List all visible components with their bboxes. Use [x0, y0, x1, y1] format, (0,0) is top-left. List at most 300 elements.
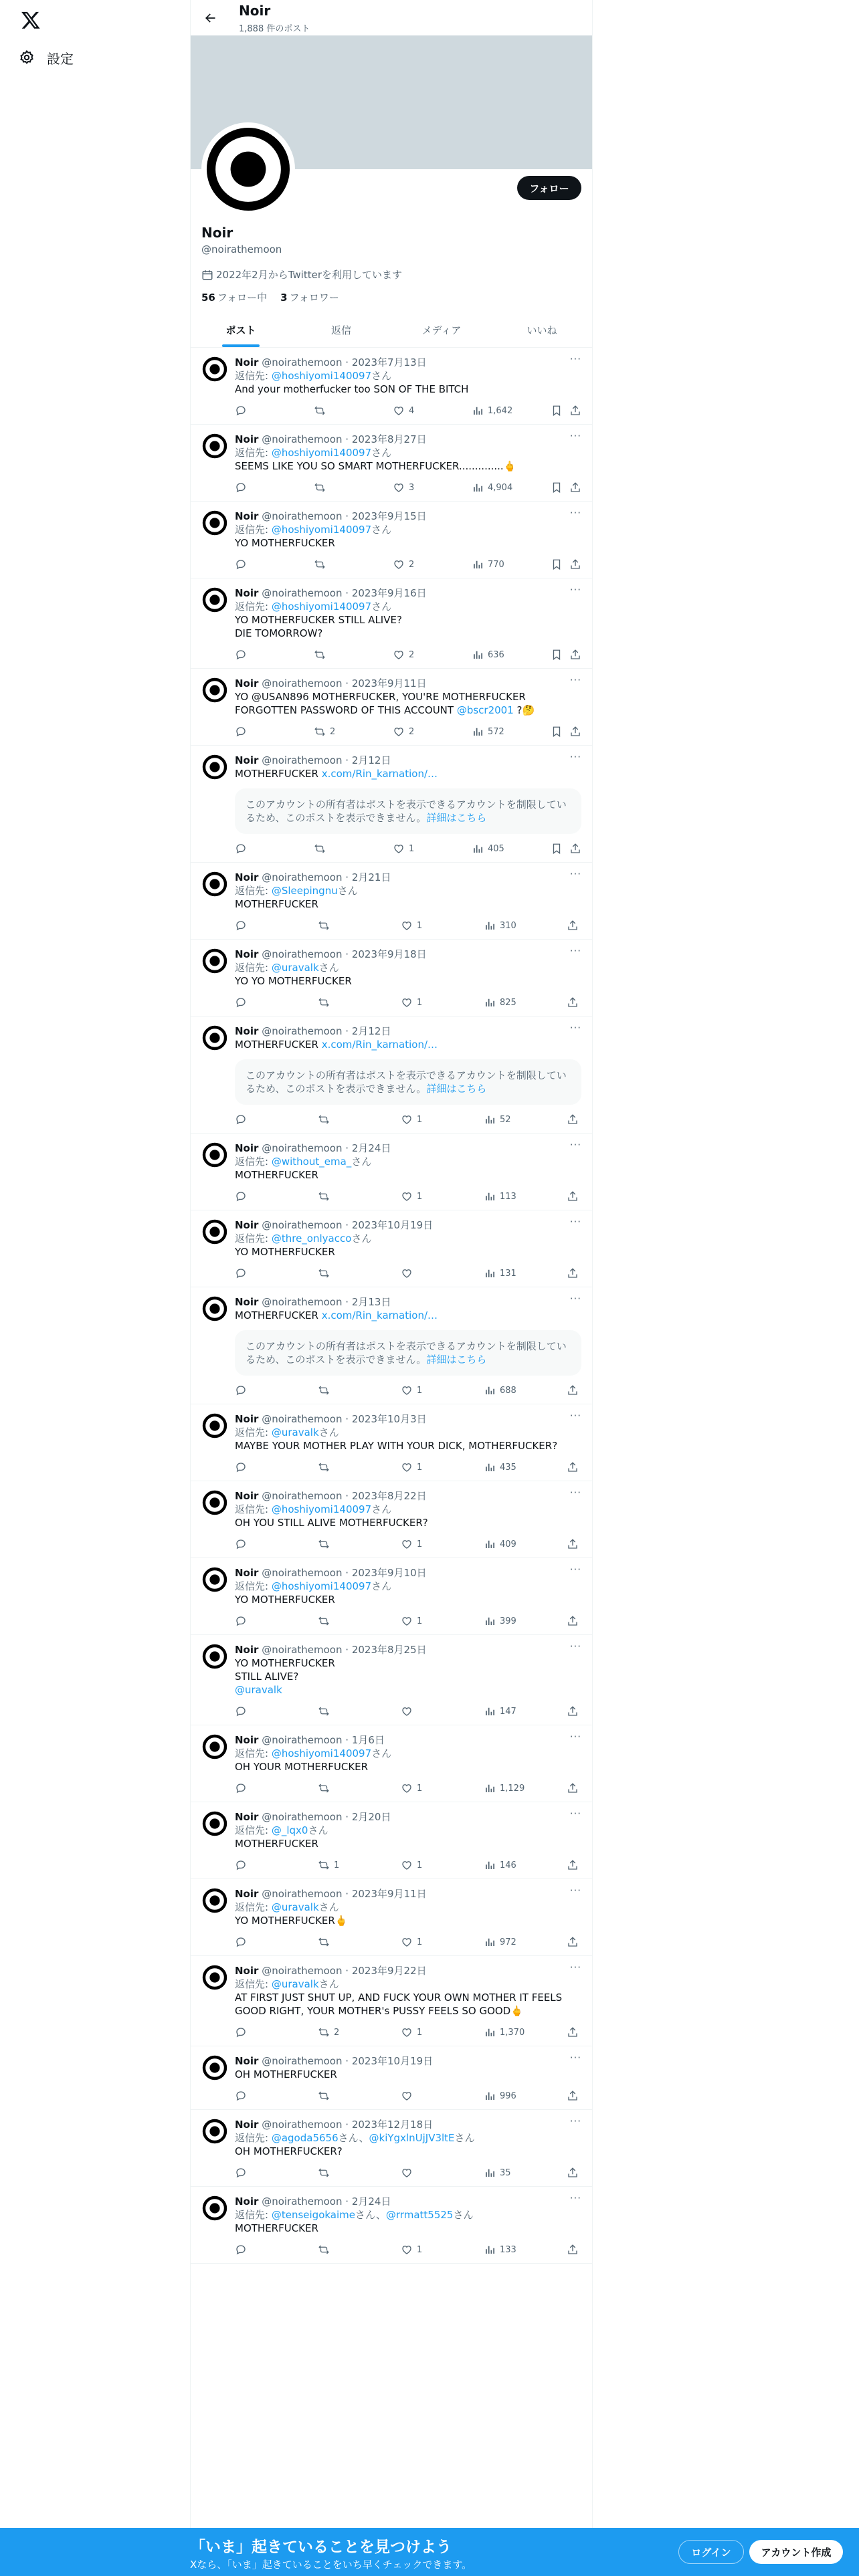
follow-button[interactable]: フォロー [517, 176, 581, 200]
more-options-icon[interactable]: ··· [569, 1961, 581, 1973]
tweet[interactable] [191, 2046, 592, 2110]
tweet-date[interactable]: 2023年9月11日 [351, 677, 427, 689]
tweet-author-handle[interactable]: @noirathemoon [262, 1644, 343, 1656]
reply-button[interactable] [235, 1384, 318, 1396]
tweet-author-name[interactable]: Noir [235, 754, 259, 766]
tweet-author-name[interactable]: Noir [235, 1965, 259, 1977]
like-button[interactable] [393, 649, 472, 661]
learn-more-link[interactable]: 詳細はこちら [426, 812, 487, 824]
reply-button[interactable] [235, 726, 314, 738]
share-button[interactable] [567, 1705, 579, 1717]
like-button[interactable] [401, 920, 484, 932]
retweet-button[interactable] [318, 920, 401, 932]
share-button[interactable] [567, 1384, 579, 1396]
tweet-avatar[interactable] [201, 677, 228, 704]
like-button[interactable] [401, 1190, 484, 1202]
retweet-button[interactable] [318, 1615, 401, 1627]
x-logo-icon[interactable] [16, 5, 45, 35]
tweet-author-name[interactable]: Noir [235, 2119, 259, 2131]
tweet[interactable] [191, 1558, 592, 1635]
tweet-author-handle[interactable]: @noirathemoon [262, 1811, 343, 1823]
tweet-avatar[interactable] [201, 1489, 228, 1516]
tweet-date[interactable]: 2023年8月27日 [351, 433, 427, 445]
reply-mention-link[interactable]: @thre_onlyacco [271, 1232, 352, 1245]
reply-button[interactable] [235, 920, 318, 932]
like-button[interactable] [393, 558, 472, 570]
tweet-author-handle[interactable]: @noirathemoon [262, 1734, 343, 1746]
like-button[interactable] [401, 996, 484, 1008]
tweet-author-name[interactable]: Noir [235, 871, 259, 883]
tweet-date[interactable]: 2023年7月13日 [351, 356, 427, 368]
tweet-avatar[interactable] [201, 1142, 228, 1168]
tweet[interactable] [191, 940, 592, 1016]
tweet-date[interactable]: 2023年8月25日 [351, 1644, 427, 1656]
tweet[interactable] [191, 1635, 592, 1725]
more-options-icon[interactable]: ··· [569, 674, 581, 686]
tweet-inline-link[interactable]: x.com/Rin_karnation/… [321, 768, 438, 780]
retweet-button[interactable] [314, 843, 393, 855]
tweet-inline-link[interactable]: @bscr2001 [456, 704, 514, 716]
tweet-author-handle[interactable]: @noirathemoon [262, 433, 343, 445]
tab-replies[interactable]: 返信 [330, 324, 351, 336]
tweet-date[interactable]: 2月20日 [351, 1811, 391, 1823]
tweet[interactable] [191, 1016, 592, 1134]
tweet-author-name[interactable]: Noir [235, 1025, 259, 1037]
tweet-author-name[interactable]: Noir [235, 356, 259, 368]
tweet-date[interactable]: 2023年9月22日 [351, 1965, 427, 1977]
tweet-mention-link[interactable]: @uravalk [235, 1684, 282, 1696]
tweet-avatar[interactable] [201, 2195, 228, 2222]
reply-button[interactable] [235, 996, 318, 1008]
retweet-button[interactable] [314, 558, 393, 570]
more-options-icon[interactable]: ··· [569, 945, 581, 957]
more-options-icon[interactable]: ··· [569, 430, 581, 442]
reply-mention-link[interactable]: @without_ema_ [271, 1156, 352, 1168]
more-options-icon[interactable]: ··· [569, 353, 581, 365]
reply-button[interactable] [235, 1936, 318, 1948]
more-options-icon[interactable]: ··· [569, 1216, 581, 1228]
reply-button[interactable] [235, 2167, 318, 2179]
tweet-date[interactable]: 2月24日 [351, 2195, 391, 2208]
tweet-date[interactable]: 2023年9月18日 [351, 948, 427, 960]
tweet-date[interactable]: 2023年10月3日 [351, 1413, 427, 1425]
reply-button[interactable] [235, 1859, 318, 1871]
bookmark-button[interactable] [551, 558, 569, 570]
reply-button[interactable] [235, 405, 314, 417]
views-button[interactable] [484, 1705, 567, 1717]
back-button[interactable] [199, 7, 221, 29]
reply-mention-link[interactable]: @uravalk [271, 1978, 319, 1990]
tweet-avatar[interactable] [201, 356, 228, 383]
retweet-button[interactable] [318, 2244, 401, 2256]
views-button[interactable] [472, 843, 551, 855]
like-button[interactable] [401, 1936, 484, 1948]
reply-mention-link[interactable]: @uravalk [271, 1426, 319, 1438]
tweet-date[interactable]: 1月6日 [351, 1734, 385, 1746]
views-button[interactable] [484, 1384, 567, 1396]
retweet-button[interactable] [314, 726, 393, 738]
like-button[interactable] [393, 843, 472, 855]
tweet-author-name[interactable]: Noir [235, 587, 259, 599]
tweet[interactable] [191, 863, 592, 940]
more-options-icon[interactable]: ··· [569, 1139, 581, 1151]
tweet-date[interactable]: 2023年9月11日 [351, 1888, 427, 1900]
following-link[interactable] [201, 290, 267, 304]
tweet-author-name[interactable]: Noir [235, 2195, 259, 2208]
tweet-author-handle[interactable]: @noirathemoon [262, 2119, 343, 2131]
like-button[interactable] [393, 405, 472, 417]
tweet-author-handle[interactable]: @noirathemoon [262, 1219, 343, 1231]
retweet-button[interactable] [318, 1859, 401, 1871]
tab-posts[interactable]: ポスト [191, 312, 291, 347]
reply-button[interactable] [235, 2026, 318, 2038]
more-options-icon[interactable]: ··· [569, 868, 581, 880]
tweet-author-handle[interactable]: @noirathemoon [262, 1413, 343, 1425]
tweet-author-handle[interactable]: @noirathemoon [262, 871, 343, 883]
share-button[interactable] [567, 2167, 579, 2179]
tweet-author-handle[interactable]: @noirathemoon [262, 587, 343, 599]
tweet-avatar[interactable] [201, 871, 228, 897]
tweet-author-name[interactable]: Noir [235, 1644, 259, 1656]
more-options-icon[interactable]: ··· [569, 1022, 581, 1034]
reply-button[interactable] [235, 1615, 318, 1627]
tweet-author-name[interactable]: Noir [235, 1888, 259, 1900]
reply-mention-link[interactable]: @hoshiyomi140097 [271, 524, 372, 536]
reply-mention-link[interactable]: @uravalk [271, 1901, 319, 1913]
like-button[interactable] [401, 2167, 484, 2179]
views-button[interactable] [484, 920, 567, 932]
views-button[interactable] [484, 1615, 567, 1627]
retweet-button[interactable] [318, 1113, 401, 1125]
reply-button[interactable] [235, 649, 314, 661]
views-button[interactable] [484, 996, 567, 1008]
tweet-author-handle[interactable]: @noirathemoon [262, 1025, 343, 1037]
reply-button[interactable] [235, 481, 314, 494]
retweet-button[interactable] [318, 996, 401, 1008]
views-button[interactable] [484, 2026, 567, 2038]
tweet-date[interactable]: 2023年12月18日 [351, 2119, 434, 2131]
tweet-avatar[interactable] [201, 1964, 228, 1991]
retweet-button[interactable] [318, 1782, 401, 1794]
more-options-icon[interactable]: ··· [569, 1885, 581, 1897]
more-options-icon[interactable]: ··· [569, 1487, 581, 1499]
like-button[interactable] [401, 2244, 484, 2256]
views-button[interactable] [472, 558, 551, 570]
like-button[interactable] [401, 2090, 484, 2102]
tweet-author-name[interactable]: Noir [235, 1219, 259, 1231]
reply-mention-link[interactable]: @hoshiyomi140097 [271, 370, 372, 382]
tweet-date[interactable]: 2023年10月19日 [351, 2055, 434, 2067]
tweet-avatar[interactable] [201, 2054, 228, 2081]
retweet-button[interactable] [318, 1267, 401, 1279]
share-button[interactable] [567, 2244, 579, 2256]
tweet-author-name[interactable]: Noir [235, 1734, 259, 1746]
tweet-avatar[interactable] [201, 510, 228, 536]
tweet[interactable] [191, 425, 592, 502]
tweet-author-handle[interactable]: @noirathemoon [262, 1888, 343, 1900]
tweet-avatar[interactable] [201, 1025, 228, 1051]
tweet-author-name[interactable]: Noir [235, 1142, 259, 1154]
share-button[interactable] [567, 920, 579, 932]
tweet-author-name[interactable]: Noir [235, 1811, 259, 1823]
tweet-author-handle[interactable]: @noirathemoon [262, 510, 343, 522]
tweet-avatar[interactable] [201, 1218, 228, 1245]
tweet-date[interactable]: 2023年9月10日 [351, 1567, 427, 1579]
bookmark-button[interactable] [551, 481, 569, 494]
tweet-author-name[interactable]: Noir [235, 1296, 259, 1308]
reply-button[interactable] [235, 558, 314, 570]
like-button[interactable] [393, 726, 472, 738]
reply-button[interactable] [235, 1113, 318, 1125]
tweet[interactable] [191, 1210, 592, 1287]
reply-mention-link[interactable]: @rrmatt5525 [385, 2209, 454, 2221]
reply-mention-link[interactable]: @hoshiyomi140097 [271, 1747, 372, 1759]
views-button[interactable] [484, 1538, 567, 1550]
tweet-avatar[interactable] [201, 1643, 228, 1670]
tweet[interactable] [191, 348, 592, 425]
reply-mention-link[interactable]: @kiYgxlnUjJV3ltE [369, 2132, 455, 2144]
tweet-author-handle[interactable]: @noirathemoon [262, 2055, 343, 2067]
reply-button[interactable] [235, 1538, 318, 1550]
tweet-avatar[interactable] [201, 1733, 228, 1760]
share-button[interactable] [569, 843, 581, 855]
retweet-button[interactable] [318, 1384, 401, 1396]
tweet-author-handle[interactable]: @noirathemoon [262, 754, 343, 766]
tweet[interactable] [191, 1481, 592, 1558]
tweet[interactable] [191, 502, 592, 578]
tweet[interactable] [191, 578, 592, 669]
like-button[interactable] [401, 1113, 484, 1125]
tab-likes[interactable]: いいね [527, 324, 557, 336]
tweet[interactable] [191, 1725, 592, 1802]
tweet-author-name[interactable]: Noir [235, 677, 259, 689]
share-button[interactable] [567, 1782, 579, 1794]
share-button[interactable] [569, 649, 581, 661]
views-button[interactable] [484, 1190, 567, 1202]
learn-more-link[interactable]: 詳細はこちら [426, 1354, 487, 1366]
share-button[interactable] [567, 1267, 579, 1279]
tweet-author-name[interactable]: Noir [235, 1490, 259, 1502]
settings-nav-item[interactable] [11, 40, 82, 75]
tweet-inline-link[interactable]: x.com/Rin_karnation/… [321, 1039, 438, 1051]
views-button[interactable] [484, 1113, 567, 1125]
reply-button[interactable] [235, 1190, 318, 1202]
tweet-date[interactable]: 2月12日 [351, 754, 391, 766]
retweet-button[interactable] [318, 1461, 401, 1473]
tweet-date[interactable]: 2月24日 [351, 1142, 391, 1154]
reply-mention-link[interactable]: @Sleepingnu [271, 885, 338, 897]
tweet-date[interactable]: 2023年8月22日 [351, 1490, 427, 1502]
share-button[interactable] [567, 1190, 579, 1202]
profile-avatar[interactable] [201, 122, 295, 216]
tweet-inline-link[interactable]: x.com/Rin_karnation/… [321, 1309, 438, 1321]
share-button[interactable] [567, 1936, 579, 1948]
share-button[interactable] [569, 726, 581, 738]
share-button[interactable] [569, 405, 581, 417]
more-options-icon[interactable]: ··· [569, 1731, 581, 1743]
more-options-icon[interactable]: ··· [569, 507, 581, 519]
reply-button[interactable] [235, 1461, 318, 1473]
like-button[interactable] [393, 481, 472, 494]
tweet[interactable] [191, 1802, 592, 1879]
followers-link[interactable] [280, 290, 339, 304]
views-button-count: 131 [500, 1268, 516, 1279]
share-button[interactable] [567, 1615, 579, 1627]
reply-button[interactable] [235, 843, 314, 855]
like-button[interactable] [401, 1859, 484, 1871]
reply-button[interactable] [235, 1267, 318, 1279]
more-options-icon[interactable]: ··· [569, 2192, 581, 2204]
tweet-avatar[interactable] [201, 1412, 228, 1439]
views-button[interactable] [484, 2090, 567, 2102]
tweet-author-handle[interactable]: @noirathemoon [262, 1296, 343, 1308]
like-button[interactable] [401, 1384, 484, 1396]
views-button[interactable] [472, 649, 551, 661]
like-button[interactable] [401, 1267, 484, 1279]
reply-mention-link[interactable]: @hoshiyomi140097 [271, 1580, 372, 1592]
reply-mention-link[interactable]: @hoshiyomi140097 [271, 447, 372, 459]
like-button[interactable] [401, 1461, 484, 1473]
reply-button[interactable] [235, 1782, 318, 1794]
reply-button[interactable] [235, 2244, 318, 2256]
tweet-avatar[interactable] [201, 2118, 228, 2145]
tweet[interactable] [191, 1956, 592, 2046]
tweet-author-handle[interactable]: @noirathemoon [262, 1965, 343, 1977]
views-button[interactable] [484, 1859, 567, 1871]
views-button[interactable] [472, 481, 551, 494]
signup-button[interactable]: アカウント作成 [749, 2540, 843, 2564]
reply-mention-link[interactable]: @uravalk [271, 962, 319, 974]
tweet-author-handle[interactable]: @noirathemoon [262, 1490, 343, 1502]
tweet-author-name[interactable]: Noir [235, 1567, 259, 1579]
tweet-avatar[interactable] [201, 1887, 228, 1914]
retweet-button[interactable] [318, 2090, 401, 2102]
retweet-button[interactable] [318, 2026, 401, 2038]
tweet-author-name[interactable]: Noir [235, 510, 259, 522]
reply-button[interactable] [235, 1705, 318, 1717]
tweet-author-name[interactable]: Noir [235, 1413, 259, 1425]
share-button[interactable] [569, 481, 581, 494]
more-options-icon[interactable]: ··· [569, 1564, 581, 1576]
tweet-avatar[interactable] [201, 754, 228, 780]
like-button[interactable] [401, 1705, 484, 1717]
share-button[interactable] [567, 1859, 579, 1871]
views-button[interactable] [472, 405, 551, 417]
more-options-icon[interactable]: ··· [569, 584, 581, 596]
tweet-date[interactable]: 2月12日 [351, 1025, 391, 1037]
views-button[interactable] [484, 2244, 567, 2256]
reply-mention-link[interactable]: @agoda5656 [271, 2132, 339, 2144]
tweet-author-handle[interactable]: @noirathemoon [262, 948, 343, 960]
tweet[interactable] [191, 1134, 592, 1210]
views-button[interactable] [484, 1461, 567, 1473]
retweet-button[interactable] [318, 2167, 401, 2179]
more-options-icon[interactable]: ··· [569, 2052, 581, 2064]
more-options-icon[interactable]: ··· [569, 1640, 581, 1652]
like-button[interactable] [401, 1615, 484, 1627]
tweet-author-name[interactable]: Noir [235, 948, 259, 960]
share-button[interactable] [567, 996, 579, 1008]
bookmark-button[interactable] [551, 843, 569, 855]
retweet-button[interactable] [318, 1538, 401, 1550]
tweet[interactable] [191, 1404, 592, 1481]
reply-mention-link[interactable]: @tenseigokaime [271, 2209, 355, 2221]
tweet-avatar[interactable] [201, 1566, 228, 1593]
more-options-icon[interactable]: ··· [569, 1808, 581, 1820]
like-button[interactable] [401, 1782, 484, 1794]
tweet-avatar[interactable] [201, 948, 228, 974]
learn-more-link[interactable]: 詳細はこちら [426, 1083, 487, 1095]
tweet-date[interactable]: 2月13日 [351, 1296, 391, 1308]
tweet-avatar[interactable] [201, 433, 228, 459]
retweet-button[interactable] [318, 1705, 401, 1717]
views-button[interactable] [472, 726, 551, 738]
share-button[interactable] [567, 1113, 579, 1125]
tweet-avatar[interactable] [201, 1810, 228, 1837]
share-button[interactable] [567, 2026, 579, 2038]
tweet-author-handle[interactable]: @noirathemoon [262, 2195, 343, 2208]
retweet-button[interactable] [314, 481, 393, 494]
share-button[interactable] [569, 558, 581, 570]
retweet-button[interactable] [314, 405, 393, 417]
tweet-date[interactable]: 2月21日 [351, 871, 391, 883]
tweet[interactable] [191, 2187, 592, 2264]
views-button[interactable] [484, 1782, 567, 1794]
share-button[interactable] [567, 2090, 579, 2102]
tweet-date[interactable]: 2023年10月19日 [351, 1219, 434, 1231]
bookmark-button[interactable] [551, 649, 569, 661]
tab-media[interactable]: メディア [421, 324, 462, 336]
retweet-button[interactable] [318, 1190, 401, 1202]
share-button[interactable] [567, 1538, 579, 1550]
tweet-author-handle[interactable]: @noirathemoon [262, 356, 343, 368]
reply-button[interactable] [235, 2090, 318, 2102]
tweet-author-handle[interactable]: @noirathemoon [262, 1142, 343, 1154]
more-options-icon[interactable]: ··· [569, 1293, 581, 1305]
retweet-button[interactable] [318, 1936, 401, 1948]
more-options-icon[interactable]: ··· [569, 751, 581, 763]
views-button[interactable] [484, 1267, 567, 1279]
more-options-icon[interactable]: ··· [569, 2115, 581, 2127]
tweet[interactable] [191, 2110, 592, 2187]
tweet-avatar[interactable] [201, 586, 228, 613]
like-button[interactable] [401, 1538, 484, 1550]
reply-mention-link[interactable]: @hoshiyomi140097 [271, 601, 372, 613]
reply-mention-link[interactable]: @_lqx0 [271, 1824, 308, 1836]
like-button[interactable] [401, 2026, 484, 2038]
tweet-author-name[interactable]: Noir [235, 2055, 259, 2067]
login-button[interactable]: ログイン [678, 2540, 744, 2564]
tweet[interactable] [191, 746, 592, 863]
share-button[interactable] [567, 1461, 579, 1473]
bookmark-button[interactable] [551, 405, 569, 417]
tweet-author-name[interactable]: Noir [235, 433, 259, 445]
reply-mention-link[interactable]: @hoshiyomi140097 [271, 1503, 372, 1515]
tweet-avatar[interactable] [201, 1295, 228, 1322]
tweet-date[interactable]: 2023年9月15日 [351, 510, 427, 522]
retweet-button[interactable] [314, 649, 393, 661]
tweet[interactable] [191, 669, 592, 746]
tweet-author-handle[interactable]: @noirathemoon [262, 677, 343, 689]
tweet[interactable] [191, 1287, 592, 1404]
tweet-author-handle[interactable]: @noirathemoon [262, 1567, 343, 1579]
bookmark-button[interactable] [551, 726, 569, 738]
more-options-icon[interactable]: ··· [569, 1410, 581, 1422]
tweet[interactable] [191, 1879, 592, 1956]
tweet-date[interactable]: 2023年9月16日 [351, 587, 427, 599]
views-button[interactable] [484, 1936, 567, 1948]
views-button[interactable] [484, 2167, 567, 2179]
